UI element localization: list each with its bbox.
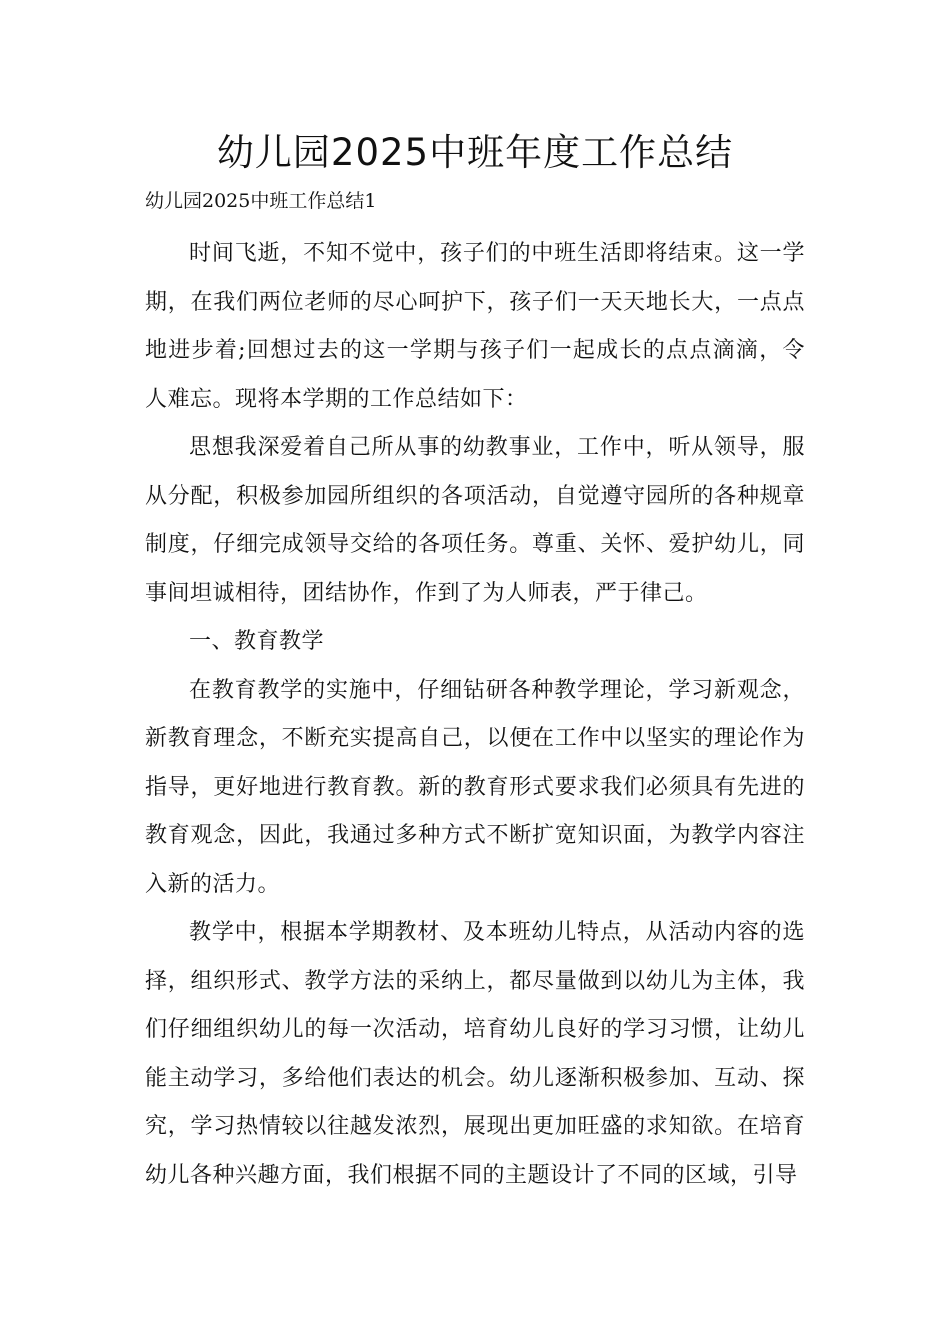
document-title: 幼儿园2025中班年度工作总结	[216, 131, 734, 174]
paragraph-education-implementation: 在教育教学的实施中，仔细钻研各种教学理论，学习新观念，新教育理念，不断充实提高自己，以便在工作中以坚实的理论作为指导，更好地进行教育教。新的教育形式要求我们必须具有先进的教育观念，因此，我通过多种方式不断扩宽知识面，为教学内容注入新的活力。	[145, 677, 805, 897]
paragraph-intro: 时间飞逝，不知不觉中，孩子们的中班生活即将结束。这一学期，在我们两位老师的尽心呵护下，孩子们一天天地长大，一点点地进步着;回想过去的这一学期与孩子们一起成长的点点滴滴，令人难忘。现将本学期的工作总结如下：	[145, 241, 805, 412]
document-subtitle: 幼儿园2025中班工作总结1	[145, 190, 377, 212]
paragraph-thought: 思想我深爱着自己所从事的幼教事业，工作中，听从领导，服从分配，积极参加园所组织的各项活动，自觉遵守园所的各种规章制度，仔细完成领导交给的各项任务。尊重、关怀、爱护幼儿，同事间坦诚相待，团结协作，作到了为人师表，严于律己。	[145, 435, 805, 606]
section-heading-education: 一、教育教学	[189, 629, 325, 654]
paragraph-teaching: 教学中，根据本学期教材、及本班幼儿特点，从活动内容的选择，组织形式、教学方法的采纳上，都尽量做到以幼儿为主体，我们仔细组织幼儿的每一次活动，培育幼儿良好的学习习惯，让幼儿能主动学习，多给他们表达的机会。幼儿逐渐积极参加、互动、探究，学习热情较以往越发浓烈，展现出更加旺盛的求知欲。在培育幼儿各种兴趣方面，我们根据不同的主题设计了不同的区域，引导	[145, 920, 805, 1188]
document-body	[145, 230, 805, 1200]
